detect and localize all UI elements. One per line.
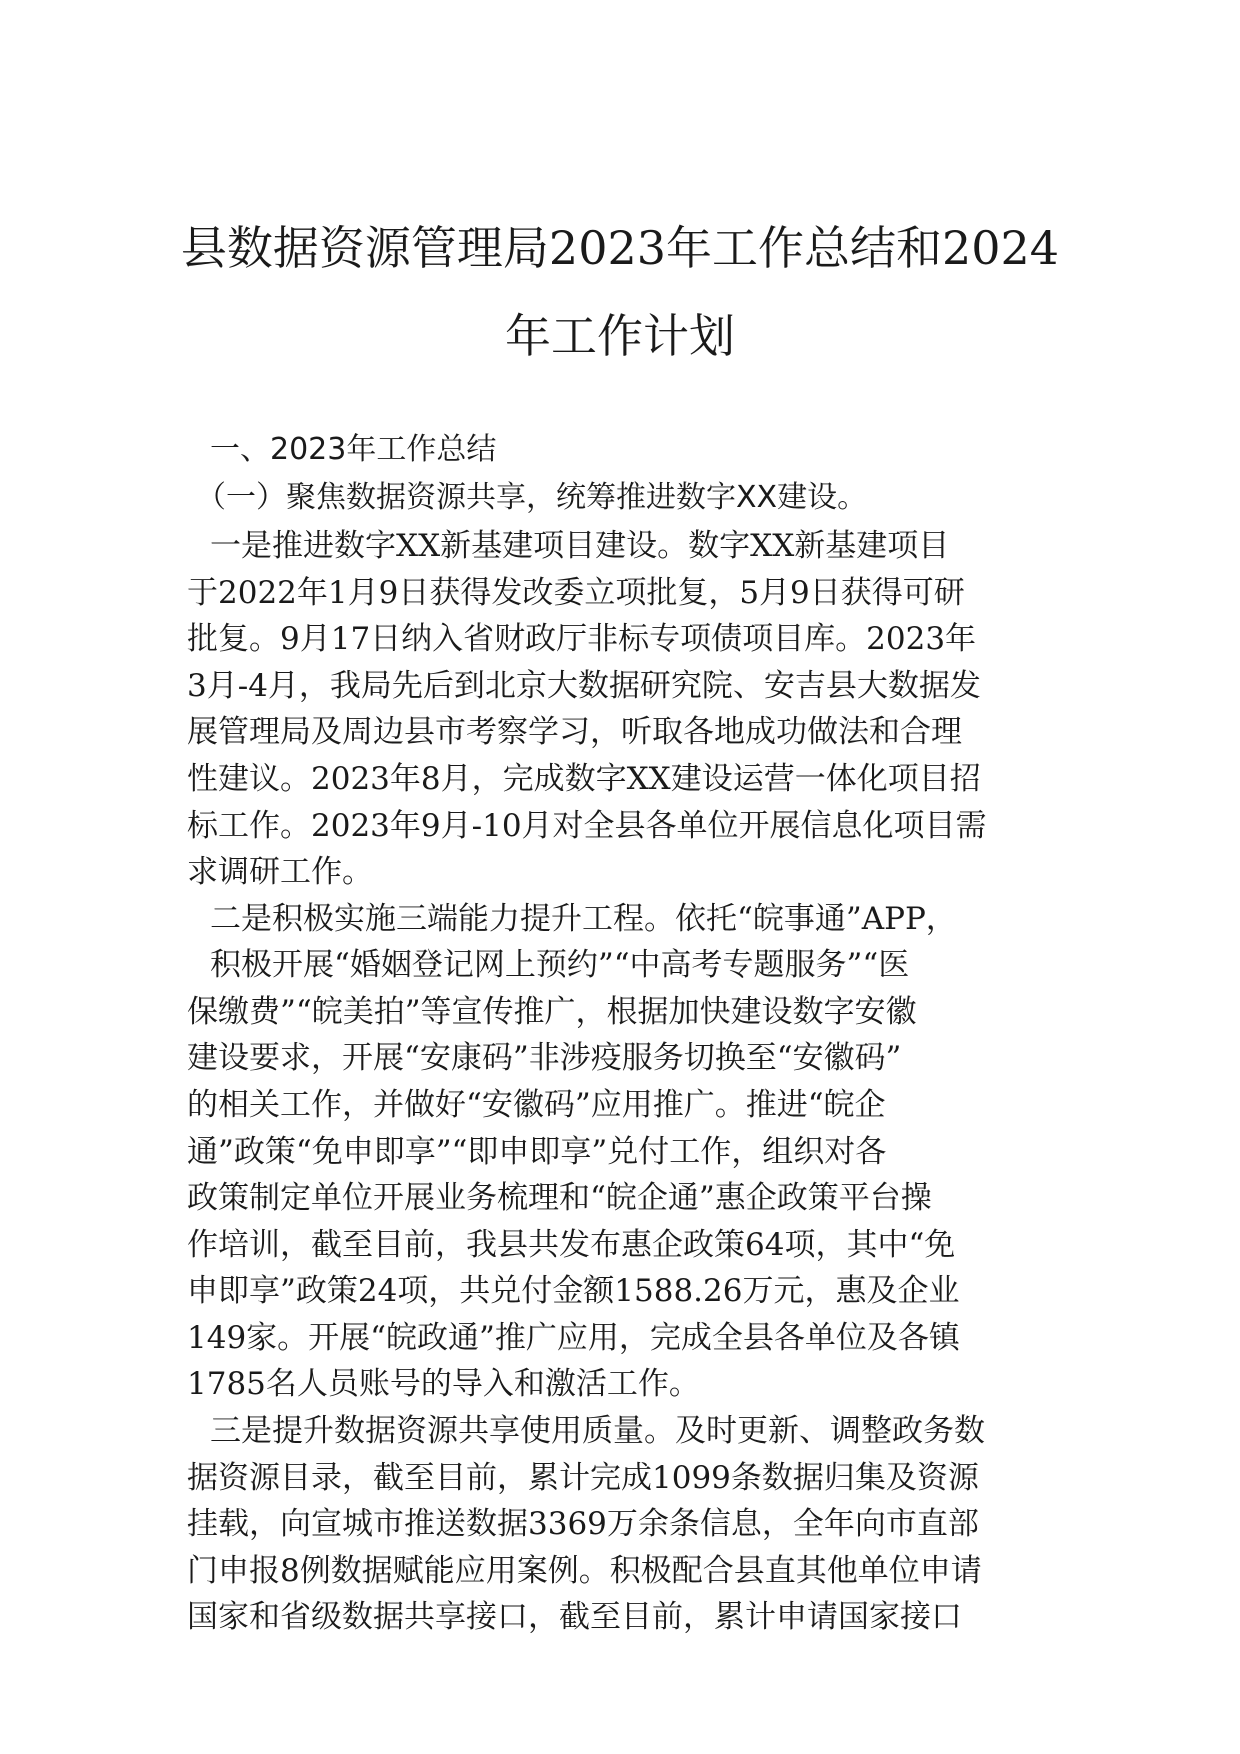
body-line: 一是推进数字XX新基建项目建设。数字XX新基建项目 (210, 528, 950, 564)
body-line: 保缴费”“皖美拍”等宣传推广，根据加快建设数字安徽 (187, 994, 917, 1030)
body-line: 批复。9月17日纳入省财政厅非标专项债项目库。2023年 (187, 621, 977, 657)
body-line: 的相关工作，并做好“安徽码”应用推广。推进“皖企 (187, 1087, 886, 1123)
body-line: 积极开展“婚姻登记网上预约”“中高考专题服务”“医 (210, 947, 910, 983)
body-line: 挂载，向宣城市推送数据3369万余条信息，全年向市直部 (187, 1506, 979, 1542)
section-heading: 一、2023年工作总结 (210, 432, 497, 467)
body-line: 通”政策“免申即享”“即申即享”兑付工作，组织对各 (187, 1134, 887, 1170)
body-line: 3月-4月，我局先后到北京大数据研究院、安吉县大数据发 (187, 668, 981, 704)
document-title-line-1: 县数据资源管理局2023年工作总结和2024 (180, 221, 1060, 275)
subsection-heading: （一）聚焦数据资源共享，统筹推进数字XX建设。 (196, 480, 868, 515)
body-line: 二是积极实施三端能力提升工程。依托“皖事通”APP， (210, 901, 957, 937)
body-line: 标工作。2023年9月-10月对全县各单位开展信息化项目需 (187, 808, 987, 844)
document-title-line-2: 年工作计划 (505, 309, 735, 363)
body-line: 性建议。2023年8月，完成数字XX建设运营一体化项目招 (187, 761, 981, 797)
body-line: 149家。开展“皖政通”推广应用，完成全县各单位及各镇 (187, 1320, 960, 1356)
body-line: 申即享”政策24项，共兑付金额1588.26万元，惠及企业 (187, 1273, 960, 1309)
body-line: 三是提升数据资源共享使用质量。及时更新、调整政务数 (210, 1413, 985, 1449)
body-line: 政策制定单位开展业务梳理和“皖企通”惠企政策平台操 (187, 1180, 932, 1216)
body-line: 建设要求，开展“安康码”非涉疫服务切换至“安徽码” (187, 1040, 902, 1076)
body-line: 求调研工作。 (187, 854, 373, 890)
body-line: 据资源目录，截至目前，累计完成1099条数据归集及资源 (187, 1460, 979, 1496)
body-line: 门申报8例数据赋能应用案例。积极配合县直其他单位申请 (187, 1553, 982, 1589)
body-line: 作培训，截至目前，我县共发布惠企政策64项，其中“免 (187, 1227, 956, 1263)
body-line: 国家和省级数据共享接口，截至目前，累计申请国家接口 (187, 1599, 962, 1635)
body-line: 于2022年1月9日获得发改委立项批复，5月9日获得可研 (187, 575, 965, 611)
body-line: 展管理局及周边县市考察学习，听取各地成功做法和合理 (187, 714, 962, 750)
body-line: 1785名人员账号的导入和激活工作。 (187, 1366, 700, 1402)
